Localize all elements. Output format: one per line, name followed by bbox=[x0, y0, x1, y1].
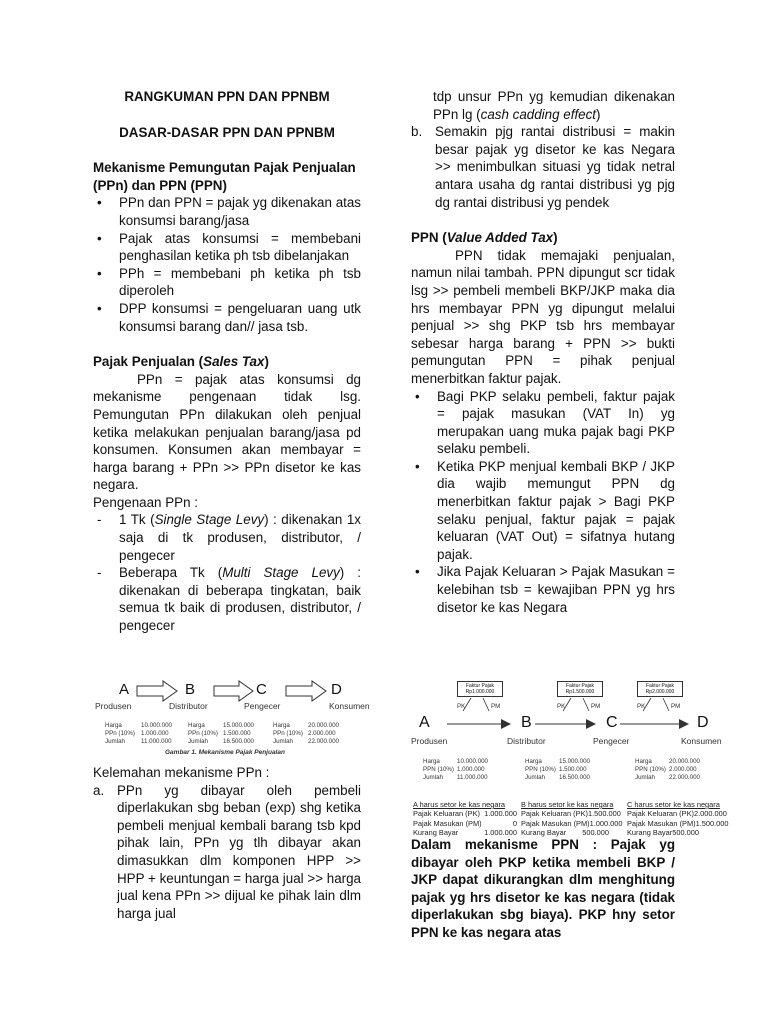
label-distributor: Distributor bbox=[507, 736, 546, 746]
ppn-paragraph: PPN tidak memajaki penjualan, namun nilai tambah. PPN dipungut scr tidak lsg >> pembeli membeli BKP/JKP maka dia hrs membayar PPN yg dipungut melalui penjual >> shg PKP tsb hrs membayar sebesar harga barang + PPN >> bukti pemungutan PPN = pihak penjual menerbitkan faktur pajak. bbox=[411, 247, 675, 386]
mekanisme-ppn-paragraph: Dalam mekanisme PPN : Pajak yg dibayar oleh PKP ketika membeli BKP / JKP dapat dikurangkan dlm menghitung pajak yg hrs disetor ke kas negara (tidak diperlakukan sbg biaya). PKP hny setor PPN ke kas negara atas bbox=[411, 837, 675, 940]
label-distributor: Distributor bbox=[169, 701, 208, 711]
continuation-text: tdp unsur PPn yg kemudian dikenakan PPn lg (cash cadding effect) bbox=[433, 89, 675, 122]
letter-a: A bbox=[419, 714, 430, 731]
list-item: • Jika Pajak Keluaran > Pajak Masukan = kelebihan tsb = kewajiban PPN yg hrs disetor ke kas Negara bbox=[411, 563, 675, 616]
values-b: Harga PPn (10%) Jumlah bbox=[188, 722, 218, 745]
label-produsen: Produsen bbox=[411, 736, 448, 746]
values-c: Harga PPN (10%) Jumlah bbox=[635, 758, 666, 781]
pengenaan-list bbox=[93, 511, 361, 634]
values-a: Harga PPn (10%) Jumlah bbox=[105, 722, 135, 745]
values-c: Harga PPn (10%) Jumlah bbox=[273, 722, 303, 745]
list-item: • PPn dan PPN = pajak yg dikenakan atas konsumsi barang/jasa bbox=[93, 194, 361, 229]
list-item: • PPh = membebani ph ketika ph tsb diperoleh bbox=[93, 265, 361, 300]
pm-label: PM bbox=[491, 703, 501, 710]
kelemahan-list bbox=[93, 782, 361, 923]
letter-a: A bbox=[119, 681, 130, 698]
values-a-amounts: 10.000.000 1.000.000 11.000.000 bbox=[457, 758, 488, 781]
pm-label: PM bbox=[591, 703, 601, 710]
list-item: • Ketika PKP menjual kembali BKP / JKP dia wajib memungut PPN dg menerbitkan faktur pajak > Bagi PKP selaku penjual, faktur pajak = pajak keluaran (VAT Out) = sifatnya hutang pajak. bbox=[411, 458, 675, 564]
setor-table-b: B harus setor ke kas negara Pajak Keluaran (PK) 1.500.000 Pajak Masukan (PM) 1.000.000 Kurang Bayar 500.000 bbox=[521, 800, 623, 837]
right-column bbox=[411, 88, 675, 616]
ppn-heading: PPN (Value Added Tax) bbox=[411, 230, 558, 246]
faktur-pajak-1: Faktur Pajak Rp1.000.000 bbox=[457, 681, 503, 697]
section-title: DASAR-DASAR PPN DAN PPNBM bbox=[119, 124, 335, 140]
pk-label: PK bbox=[637, 703, 646, 710]
list-item: a. PPn yg dibayar oleh pembeli diperlakukan sbg beban (exp) shg ketika pembeli menjual kembali barang tsb kpd pihak lain, PPn yg tlh dibayar akan dimasukkan dlm komponen HPP >> HPP + keuntungan = harga jual >> harga jual kena PPn >> dijual ke pihak lain dlm harga jual bbox=[93, 782, 361, 921]
label-pengecer: Pengecer bbox=[244, 701, 281, 711]
list-item: - 1 Tk (Single Stage Levy) : dikenakan 1x saja di tk produsen, distributor, / pengecer bbox=[93, 511, 361, 564]
ppn-list bbox=[411, 388, 675, 617]
label-konsumen: Konsumen bbox=[329, 701, 370, 711]
letter-c: C bbox=[256, 681, 267, 698]
letter-b: B bbox=[185, 681, 196, 698]
document-title: RANGKUMAN PPN DAN PPNBM bbox=[124, 89, 330, 104]
values-a-amounts: 10.000.000 1.000.000 11.000.000 bbox=[141, 722, 172, 745]
mekanisme-heading: Mekanisme Pemungutan Pajak Penjualan (PPn) dan PPN (PPN) bbox=[93, 160, 356, 193]
sales-tax-diagram bbox=[93, 678, 373, 758]
values-c-amounts: 20.000.000 2.000.000 22.000.000 bbox=[669, 758, 700, 781]
setor-table-c: C harus setor ke kas negara Pajak Keluaran (PK) 2.000.000 Pajak Masukan (PM) 1.500.000 Kurang Bayar 500.000 bbox=[627, 800, 729, 837]
list-item: • DPP konsumsi = pengeluaran uang utk konsumsi barang dan// jasa tsb. bbox=[93, 300, 361, 335]
pengenaan-label: Pengenaan PPn : bbox=[93, 494, 198, 510]
kelemahan-label: Kelemahan mekanisme PPn : bbox=[93, 765, 270, 780]
letter-c: C bbox=[606, 714, 618, 731]
list-item: b. Semakin pjg rantai distribusi = makin besar pajak yg disetor ke kas Negara >> menimbulkan situasi yg tidak netral antara usaha dg rantai distribusi yg pjg dg rantai distribusi yg pendek bbox=[411, 124, 675, 210]
letter-d: D bbox=[331, 681, 342, 698]
pk-label: PK bbox=[457, 703, 466, 710]
list-item: • Pajak atas konsumsi = membebani penghasilan ketika ph tsb dibelanjakan bbox=[93, 230, 361, 265]
values-b-amounts: 15.000.000 1.500.000 16.500.000 bbox=[223, 722, 254, 745]
values-a: Harga PPN (10%) Jumlah bbox=[423, 758, 454, 781]
setor-table-a: A harus setor ke kas negara Pajak Keluaran (PK) 1.000.000 Pajak Masukan (PM) 0 Kurang Bayar 1.000.000 bbox=[413, 800, 517, 837]
pm-label: PM bbox=[671, 703, 681, 710]
left-column bbox=[93, 88, 361, 635]
pk-label: PK bbox=[557, 703, 566, 710]
values-c-amounts: 20.000.000 2.000.000 22.000.000 bbox=[308, 722, 339, 745]
kelemahan-section bbox=[93, 764, 361, 922]
letter-b: B bbox=[521, 714, 532, 731]
figure-caption: Gambar 1. Mekanisme Pajak Penjualan bbox=[165, 749, 285, 756]
faktur-pajak-2: Faktur Pajak Rp1.500.000 bbox=[557, 681, 603, 697]
values-b-amounts: 15.000.000 1.500.000 16.500.000 bbox=[559, 758, 590, 781]
kelemahan-list-continued bbox=[411, 123, 675, 211]
label-konsumen: Konsumen bbox=[681, 736, 722, 746]
values-b: Harga PPN (10%) Jumlah bbox=[525, 758, 556, 781]
sales-tax-heading: Pajak Penjualan (Sales Tax) bbox=[93, 354, 269, 370]
list-item: - Beberapa Tk (Multi Stage Levy) : dikenakan di beberapa tingkatan, baik semua tk baik di produsen, distributor, / pengecer bbox=[93, 564, 361, 634]
faktur-pajak-3: Faktur Pajak Rp2.000.000 bbox=[637, 681, 683, 697]
mekanisme-list bbox=[93, 194, 361, 335]
label-produsen: Produsen bbox=[95, 701, 132, 711]
arrow-shapes bbox=[411, 676, 701, 746]
sales-tax-paragraph: PPn = pajak atas konsumsi dg mekanisme pengenaan tidak lsg. Pemungutan PPn dilakukan oleh penjual ketika melakukan penjualan barang/jasa pd konsumen. Konsumen akan membayar = harga barang + PPn >> PPn disetor ke kas negara. bbox=[93, 371, 361, 493]
letter-d: D bbox=[697, 714, 709, 731]
vat-diagram bbox=[411, 676, 729, 837]
list-item: • Bagi PKP selaku pembeli, faktur pajak = pajak masukan (VAT In) yg merupakan uang muka pajak bagi PKP selaku pembeli. bbox=[411, 388, 675, 458]
label-pengecer: Pengecer bbox=[593, 736, 630, 746]
